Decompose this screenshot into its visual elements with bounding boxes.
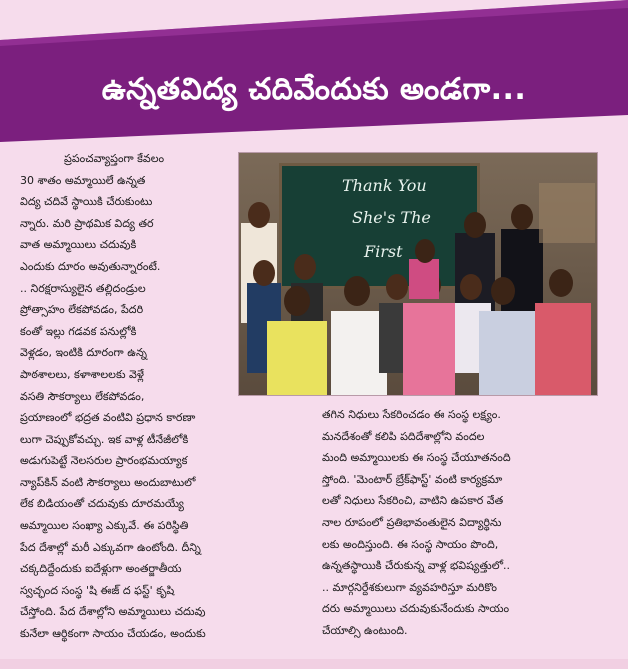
text-line: ప్రయాణంలో భద్రత వంటివి ప్రధాన కారణా bbox=[20, 411, 196, 424]
text-line: లకు అందిస్తుంది. ఈ సంస్థ సాయం పొంది, bbox=[322, 537, 499, 551]
text-line: అమ్మాయిల సంఖ్యా ఎక్కువే. ఈ పరిస్థితి bbox=[20, 518, 189, 532]
text-line: .. మార్గనిర్దేశకులుగా వ్యవహరిస్తూ మరికొం bbox=[322, 580, 497, 594]
text-line: పాఠశాలలు, కళాశాలలకు వెళ్లే bbox=[20, 367, 144, 381]
full-width-left-text bbox=[20, 407, 316, 645]
text-line: కంతో ఇల్లు గడవక పనుల్లోకి bbox=[20, 324, 137, 338]
text-line: ప్రోత్సాహం లేకపోవడం, పేదరి bbox=[20, 303, 144, 317]
text-line: విద్య చదివే స్థాయికి చేరుకుంటు bbox=[20, 195, 153, 209]
text-line: న్యాప్‌కిన్ వంటి సౌకర్యాలు అందుబాటులో bbox=[20, 475, 196, 489]
text-line: ప్రపంచవ్యాప్తంగా కేవలం bbox=[64, 152, 165, 165]
chalkboard-text: First bbox=[364, 242, 403, 261]
text-line: స్తోంది. 'మెంటార్ బ్రేక్‌ఫాస్ట్' వంటి కార్యక్రమా bbox=[322, 472, 503, 486]
right-text-column bbox=[322, 404, 608, 642]
text-line: లతో నిధులు సేకరించి, వాటిని ఉపకార వేత bbox=[322, 494, 504, 508]
text-line: చేయాల్సి ఉంటుంది. bbox=[322, 623, 408, 637]
text-line: ఉన్నతస్థాయికి చేరుకున్న వాళ్ల భవిష్యత్తులో.. bbox=[322, 559, 511, 573]
text-line: తగిన నిధులు సేకరించడం ఈ సంస్థ లక్ష్యం. bbox=[322, 408, 501, 421]
text-line: 30 శాతం అమ్మాయిలే ఉన్నత bbox=[20, 173, 146, 187]
text-line: లుగా చెప్పుకోవచ్చు. ఇక వాళ్ల టీనేజీలోకి bbox=[20, 432, 189, 446]
text-line: నాల రూపంలో ప్రతిభావంతులైన విద్యార్థిను bbox=[322, 515, 502, 529]
text-line: కునేలా ఆర్థికంగా సాయం చేయడం, అందుకు bbox=[20, 626, 206, 640]
text-line: .. నిరక్షరాస్యులైన తల్లిదండ్రుల bbox=[20, 281, 146, 295]
students-figures bbox=[239, 153, 597, 395]
chalkboard-text: Thank You bbox=[342, 176, 427, 195]
text-line: దరు అమ్మాయిలు చదువుకునేందుకు సాయం bbox=[322, 602, 510, 616]
left-text-column bbox=[20, 148, 230, 407]
text-line: ఎందుకు దూరం అవుతున్నారంటే. bbox=[20, 259, 161, 273]
chalkboard-text: She's The bbox=[352, 208, 431, 227]
text-line: అడుగుపెట్టే నెలసరుల ప్రారంభమయ్యాక bbox=[20, 454, 188, 468]
text-line: వెళ్లడం, ఇంటికి దూరంగా ఉన్న bbox=[20, 346, 147, 360]
text-line: మంది అమ్మాయిలకు ఈ సంస్థ చేయూతనంది bbox=[322, 451, 511, 465]
text-line: వాత అమ్మాయిలు చదువుకి bbox=[20, 238, 137, 252]
group-photo bbox=[238, 152, 598, 396]
text-line: చేస్తోంది. పేద దేశాల్లోని అమ్మాయిలు చదువు bbox=[20, 605, 206, 619]
text-line: చక్కదిద్దేందుకు ఐదేళ్లుగా అంతర్జాతీయ bbox=[20, 562, 182, 576]
article-headline: ఉన్నతవిద్య చదివేందుకు అండగా... bbox=[101, 72, 527, 107]
text-line: స్వచ్ఛంద సంస్థ 'షి ఈజ్ ద ఫస్ట్' కృషి bbox=[20, 583, 175, 597]
text-line: న్నారు. మరి ప్రాథమిక విద్య తర bbox=[20, 216, 154, 230]
text-line: వసతి సౌకర్యాలు లేకపోవడం, bbox=[20, 389, 145, 403]
text-line: మనదేశంతో కలిపి పదిదేశాల్లోని వందల bbox=[322, 429, 485, 443]
text-line: పేద దేశాల్లో మరీ ఎక్కువగా ఉంటోంది. దీన్ని bbox=[20, 540, 201, 554]
text-line: లేక బిడియంతో చదువుకు దూరమయ్యే bbox=[20, 497, 184, 511]
page-edge bbox=[0, 659, 628, 669]
